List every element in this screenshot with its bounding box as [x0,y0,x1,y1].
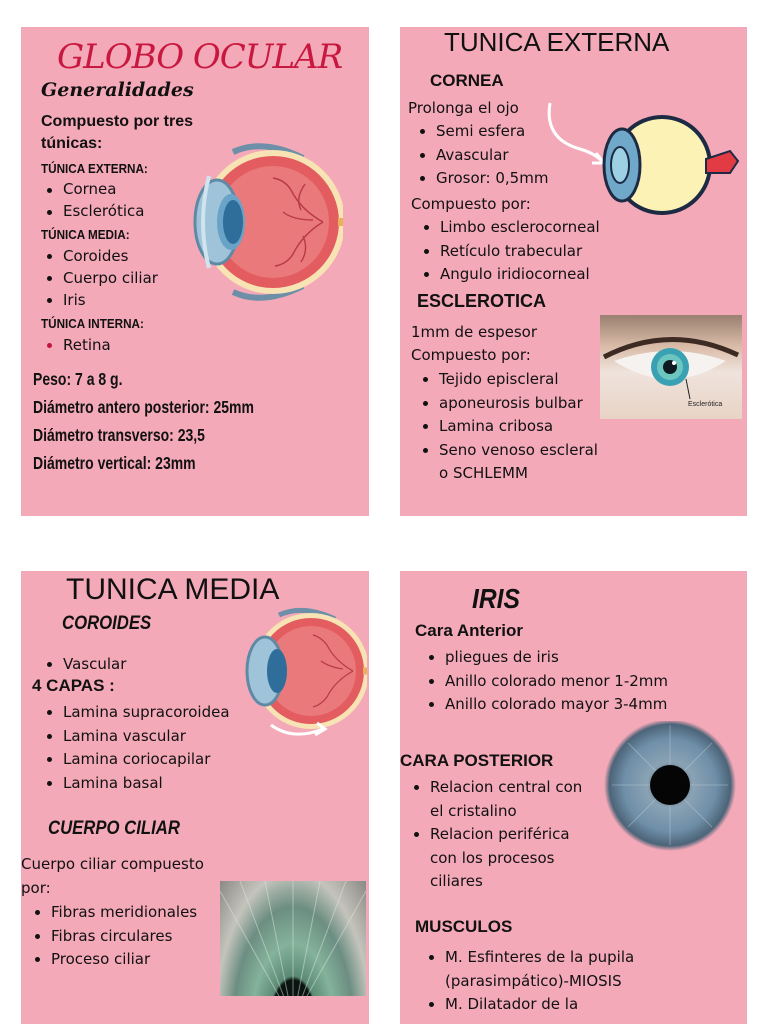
esclerotica-line2: Compuesto por: [411,346,531,364]
list-item: Lamina vascular [41,725,230,749]
stat-line: Diámetro vertical: 23mm [33,453,196,473]
group-list [41,334,211,356]
list-item: Relacion periférica con los procesos ciliares [408,823,582,894]
card-title: TUNICA MEDIA [66,573,280,606]
ciliar-line1: Cuerpo ciliar compuesto [21,855,204,873]
cornea-comp: Compuesto por: [411,195,531,213]
list-item: Iris [41,289,211,311]
card-tunica-media [21,571,369,1024]
ciliary-body-icon [220,881,366,996]
list-item: Grosor: 0,5mm [414,167,548,191]
card-tunica-externa [400,27,747,516]
coroides-list [41,653,126,677]
section-head-coroides: COROIDES [62,613,152,634]
list-item: Angulo iridiocorneal [418,263,600,287]
cornea-comp-list [418,216,600,287]
card-globo-ocular [21,27,369,516]
ciliar-line2: por: [21,879,51,897]
section-head-cornea: CORNEA [430,71,504,90]
section-head-musculos: MUSCULOS [415,917,513,936]
esclerotica-cont: o SCHLEMM [439,464,528,482]
sclera-photo [600,315,742,419]
list-item: Anillo colorado mayor 3-4mm [423,693,668,717]
cornea-list [414,120,548,191]
list-item: aponeurosis bulbar [417,392,598,416]
posterior-list [408,776,582,894]
section-head-posterior: CARA POSTERIOR [400,751,554,770]
card-iris [400,571,747,1024]
card-title: IRIS [472,583,520,614]
stats-block [33,365,309,477]
list-item: Vascular [41,653,126,677]
list-item: Coroides [41,245,211,267]
list-item: M. Esfinteres de la pupila (parasimpático)-MIOSIS [423,946,634,993]
card-title: TUNICA EXTERNA [444,27,670,57]
stat-line: Diámetro transverso: 23,5 [33,425,205,445]
iris-photo-icon [600,721,742,851]
list-item: Lamina basal [41,772,230,796]
list-item: Seno venoso escleral [417,439,598,463]
list-item: Anillo colorado menor 1-2mm [423,670,668,694]
group-head: TÚNICA MEDIA: [41,227,130,242]
esclerotica-list [417,368,598,462]
ciliar-list [29,901,197,972]
list-item: Tejido episcleral [417,368,598,392]
cornea-line: Prolonga el ojo [408,99,519,117]
list-item: Retículo trabecular [418,240,600,264]
list-item: Cuerpo ciliar [41,267,211,289]
list-item: Retina [41,334,211,356]
photo-label: Esclerótica [688,401,723,408]
anterior-list [423,646,668,717]
capas-list [41,701,230,795]
esclerotica-line1: 1mm de espesor [411,323,538,341]
stat-line: Peso: 7 a 8 g. [33,369,123,389]
list-item: Proceso ciliar [29,948,197,972]
list-item: Limbo esclerocorneal [418,216,600,240]
list-item: Lamina supracoroidea [41,701,230,725]
section-head-anterior: Cara Anterior [415,621,524,640]
section-head-esclerotica: ESCLEROTICA [417,291,547,311]
section-head-ciliar: CUERPO CILIAR [48,818,180,839]
musculos-list [423,946,634,1017]
intro-text: Compuesto por tres túnicas: [41,113,194,152]
list-item: M. Dilatador de la [423,993,634,1017]
eye-anatomy-icon [173,140,343,305]
card-title: GLOBO OCULAR [57,37,343,77]
eye-anatomy-icon [231,605,367,745]
group-head: TÚNICA EXTERNA: [41,161,148,176]
list-item: Relacion central con el cristalino [408,776,582,823]
list-item: Avascular [414,144,548,168]
list-item: pliegues de iris [423,646,668,670]
list-item: Cornea [41,179,211,201]
list-item: Lamina cribosa [417,415,598,439]
list-item: Lamina coriocapilar [41,748,230,772]
ciliary-photo [220,881,366,996]
stat-line: Diámetro antero posterior: 25mm [33,397,254,417]
capas-head: 4 CAPAS : [32,676,115,695]
group-head: TÚNICA INTERNA: [41,316,144,331]
eyeball-diagram-icon [540,99,745,224]
list-item: Semi esfera [414,120,548,144]
list-item: Fibras meridionales [29,901,197,925]
list-item: Esclerótica [41,201,211,223]
card-subtitle: Generalidades [41,79,194,101]
list-item: Fibras circulares [29,925,197,949]
